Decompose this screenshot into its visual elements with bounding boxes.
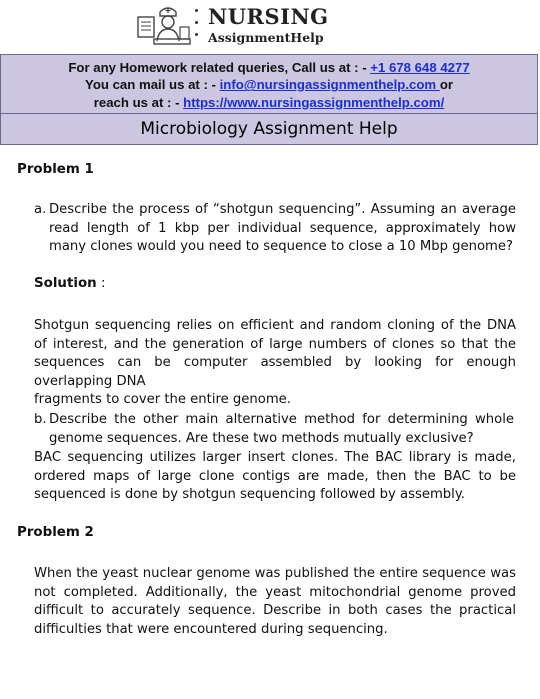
item-a-label: a. xyxy=(34,202,47,217)
problem-2-text: When the yeast nuclear genome was published the entire sequence was not completed. Additionally, the yeast mitochondrial genome proved difficult to accurately sequence. Describe in both cases the practical difficulties that were encountered during sequencing. xyxy=(34,566,516,637)
contact-email-line xyxy=(1,76,537,93)
item-a-text: Describe the process of “shotgun sequencing”. Assuming an average read length of 1 kbp per individual sequence, approximately how many clones would you need to sequence to close a 10 Mbp genome? xyxy=(49,202,516,254)
solution-text-2: fragments to cover the entire genome. xyxy=(34,392,291,407)
item-b-answer xyxy=(34,449,516,505)
problem-2-paragraph xyxy=(34,565,516,639)
contact-email-suffix: or xyxy=(439,77,453,93)
item-b-label: b. xyxy=(34,412,47,427)
solution-colon: : xyxy=(96,276,106,291)
solution-label: Solution xyxy=(34,276,97,291)
solution-paragraph xyxy=(34,317,516,410)
website-link[interactable]: https://www.nursingassignmenthelp.com/ xyxy=(183,94,445,110)
contact-phone-line xyxy=(1,59,537,76)
problem-1-item-a xyxy=(34,201,516,257)
logo-divider xyxy=(194,9,200,43)
problem-2-heading: Problem 2 xyxy=(17,525,94,540)
contact-web-prefix: reach us at : - xyxy=(93,94,184,110)
problem-1-heading: Problem 1 xyxy=(17,162,94,177)
solution-text-1: Shotgun sequencing relies on efficient and random cloning of the DNA of interest, and the generation of large numbers of clones so that the sequences can be computer assembled by looking for enough overlapping DNA xyxy=(34,318,516,389)
page-title: Microbiology Assignment Help xyxy=(0,114,538,145)
contact-email-prefix: You can mail us at : - xyxy=(85,77,220,93)
contact-web-line xyxy=(1,94,537,111)
phone-link[interactable]: +1 678 648 4277 xyxy=(370,60,470,75)
item-b-answer-text: BAC sequencing utilizes larger insert clones. The BAC library is made, ordered maps of large clone contigs are made, then the BAC to be sequenced is done by shotgun sequencing followed by assembly. xyxy=(34,450,516,502)
solution-heading xyxy=(34,276,105,291)
nurse-at-desk-icon xyxy=(136,3,192,47)
brand-name: NURSING xyxy=(208,4,329,29)
problem-1-item-b xyxy=(34,411,514,448)
contact-banner xyxy=(0,54,538,114)
brand-tagline: AssignmentHelp xyxy=(208,30,324,45)
contact-phone-prefix: For any Homework related queries, Call us at : - xyxy=(68,60,371,75)
email-link[interactable]: info@nursingassignmenthelp.com xyxy=(219,77,440,93)
brand-logo xyxy=(136,3,366,49)
item-b-text: Describe the other main alternative method for determining whole genome sequences. Are these two methods mutually exclusive? xyxy=(49,412,514,446)
